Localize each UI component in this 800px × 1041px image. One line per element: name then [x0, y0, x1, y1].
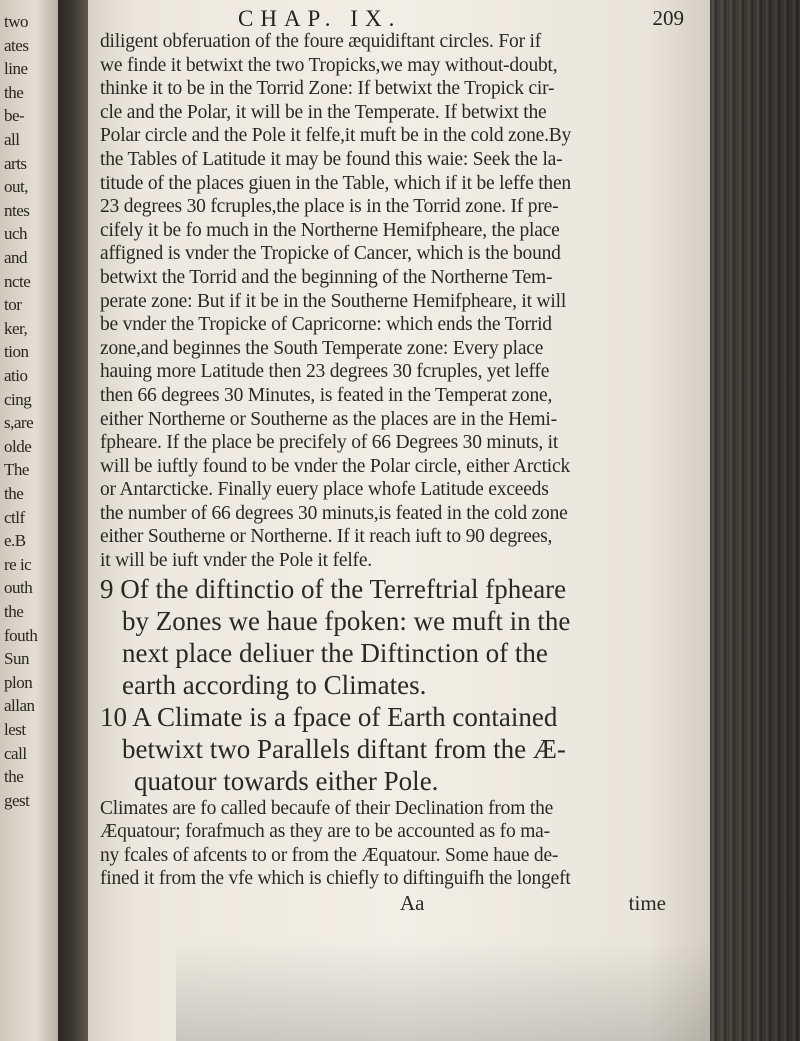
facing-page-fragment: be-: [4, 106, 25, 126]
page-footer: [100, 891, 700, 915]
facing-page-fragment: The: [4, 460, 29, 480]
text-line: cle and the Polar, it will be in the Temperate. If betwixt the: [100, 101, 547, 123]
facing-page-fragment: and: [4, 248, 28, 267]
heading-line: 10 A Climate is a fpace of Earth contained: [100, 701, 558, 732]
page-body: [100, 30, 700, 915]
facing-page-fragment: ncte: [4, 271, 31, 291]
heading-line: 9 Of the diftinctio of the Terreftrial fpheare: [100, 573, 567, 604]
text-line: zone,and beginnes the South Temperate zone: Every place: [100, 337, 544, 359]
text-line: perate zone: But if it be in the Southerne Hemifpheare, it will: [100, 290, 567, 312]
facing-page-fragment: Sun: [4, 649, 29, 669]
facing-page-fragment: uch: [4, 224, 28, 244]
facing-page-fragment: gest: [4, 790, 30, 810]
paragraph-8: [100, 30, 700, 573]
text-line: fined it from the vfe which is chiefly to diftinguifh the longeft: [100, 868, 571, 890]
facing-page-fragment: fouth: [4, 625, 38, 645]
facing-page-fragment: plon: [4, 672, 33, 692]
facing-page-fragment: atio: [4, 366, 28, 385]
running-head: CHAP. IX.: [238, 6, 402, 31]
facing-page-fragment: e.B: [4, 531, 26, 551]
book-page: [88, 0, 710, 1041]
heading-line: quatour towards either Pole.: [134, 765, 439, 796]
text-line: either Southerne or Northerne. If it reach iuft to 90 degrees,: [100, 526, 553, 548]
facing-page-fragment: tor: [4, 295, 22, 315]
facing-page-fragment: call: [4, 743, 27, 763]
text-line: either Northerne or Southerne as the places are in the Hemi-: [100, 408, 557, 430]
page-number: 209: [652, 6, 684, 30]
signature-mark: Aa: [400, 891, 425, 916]
facing-page-edge: [0, 0, 58, 1041]
facing-page-fragment: line: [4, 59, 28, 79]
text-line: it will be iuft vnder the Pole it felfe.: [100, 550, 372, 572]
text-line: will be iuftly found to be vnder the Polar circle, either Arctick: [100, 455, 571, 477]
text-line: betwixt the Torrid and the beginning of the Northerne Tem-: [100, 266, 553, 288]
facing-page-fragment: the: [4, 484, 24, 503]
facing-page-fragment: re ic: [4, 554, 32, 574]
facing-page-fragment: lest: [4, 720, 26, 739]
facing-page-fragment: ctlf: [4, 507, 25, 527]
facing-page-fragment: two: [4, 12, 28, 31]
text-line: 23 degrees 30 fcruples,the place is in the Torrid zone. If pre-: [100, 196, 559, 218]
text-line: the Tables of Latitude it may be found this waie: Seek the la-: [100, 148, 563, 170]
text-line: Climates are fo called becaufe of their Declination from the: [100, 797, 554, 819]
section-10-heading: [100, 701, 700, 797]
text-line: Polar circle and the Pole it felfe,it muft be in the cold zone.By: [100, 125, 572, 147]
facing-page-fragment: the: [4, 82, 24, 102]
heading-line: betwixt two Parallels diftant from the Æ-: [122, 733, 566, 764]
text-line: hauing more Latitude then 23 degrees 30 fcruples, yet leffe: [100, 361, 550, 383]
facing-page-fragment: allan: [4, 696, 35, 716]
facing-page-fragment: out,: [4, 177, 28, 197]
text-line: titude of the places giuen in the Table, which if it be leffe then: [100, 172, 571, 194]
page-edges: [710, 0, 800, 1041]
heading-line: earth according to Climates.: [122, 669, 427, 700]
facing-page-fragment: tion: [4, 342, 29, 362]
facing-page-fragment: the: [4, 767, 24, 787]
facing-page-fragment: all: [4, 130, 20, 149]
text-line: or Antarcticke. Finally euery place whofe Latitude exceeds: [100, 479, 549, 501]
page-bottom-shadow: [176, 940, 710, 1041]
heading-line: by Zones we haue fpoken: we muft in the: [122, 605, 571, 636]
text-line: the number of 66 degrees 30 minuts,is feated in the cold zone: [100, 502, 568, 524]
facing-page-fragment: s,are: [4, 413, 34, 433]
facing-page-fragment: ates: [4, 35, 29, 55]
book-gutter: [58, 0, 88, 1041]
facing-page-fragment: the: [4, 602, 24, 621]
paragraph-10-body: [100, 797, 700, 891]
text-line: thinke it to be in the Torrid Zone: If betwixt the Tropick cir-: [100, 78, 555, 100]
text-line: affigned is vnder the Tropicke of Cancer, which is the bound: [100, 243, 561, 265]
section-9-heading: [100, 573, 700, 701]
text-line: be vnder the Tropicke of Capricorne: which ends the Torrid: [100, 314, 552, 336]
text-line: fpheare. If the place be precifely of 66 Degrees 30 minuts, it: [100, 432, 559, 454]
text-line: Æquatour; forafmuch as they are to be accounted as fo ma-: [100, 821, 550, 843]
catchword: time: [628, 891, 666, 916]
heading-line: next place deliuer the Diftinction of the: [122, 637, 548, 668]
facing-page-fragment: ker,: [4, 318, 28, 338]
text-line: we finde it betwixt the two Tropicks,we may without-doubt,: [100, 54, 558, 76]
text-line: diligent obferuation of the foure æquidiftant circles. For if: [100, 31, 542, 52]
facing-page-fragment: ntes: [4, 200, 30, 220]
text-line: then 66 degrees 30 Minutes, is feated in the Temperat zone,: [100, 384, 553, 406]
text-line: cifely it be fo much in the Northerne Hemifpheare, the place: [100, 219, 560, 241]
facing-page-fragment: arts: [4, 153, 27, 173]
facing-page-fragment: outh: [4, 578, 33, 598]
text-line: ny fcales of afcents to or from the Æquatour. Some haue de-: [100, 844, 559, 866]
facing-page-fragment: olde: [4, 436, 32, 456]
facing-page-fragment: cing: [4, 389, 32, 409]
